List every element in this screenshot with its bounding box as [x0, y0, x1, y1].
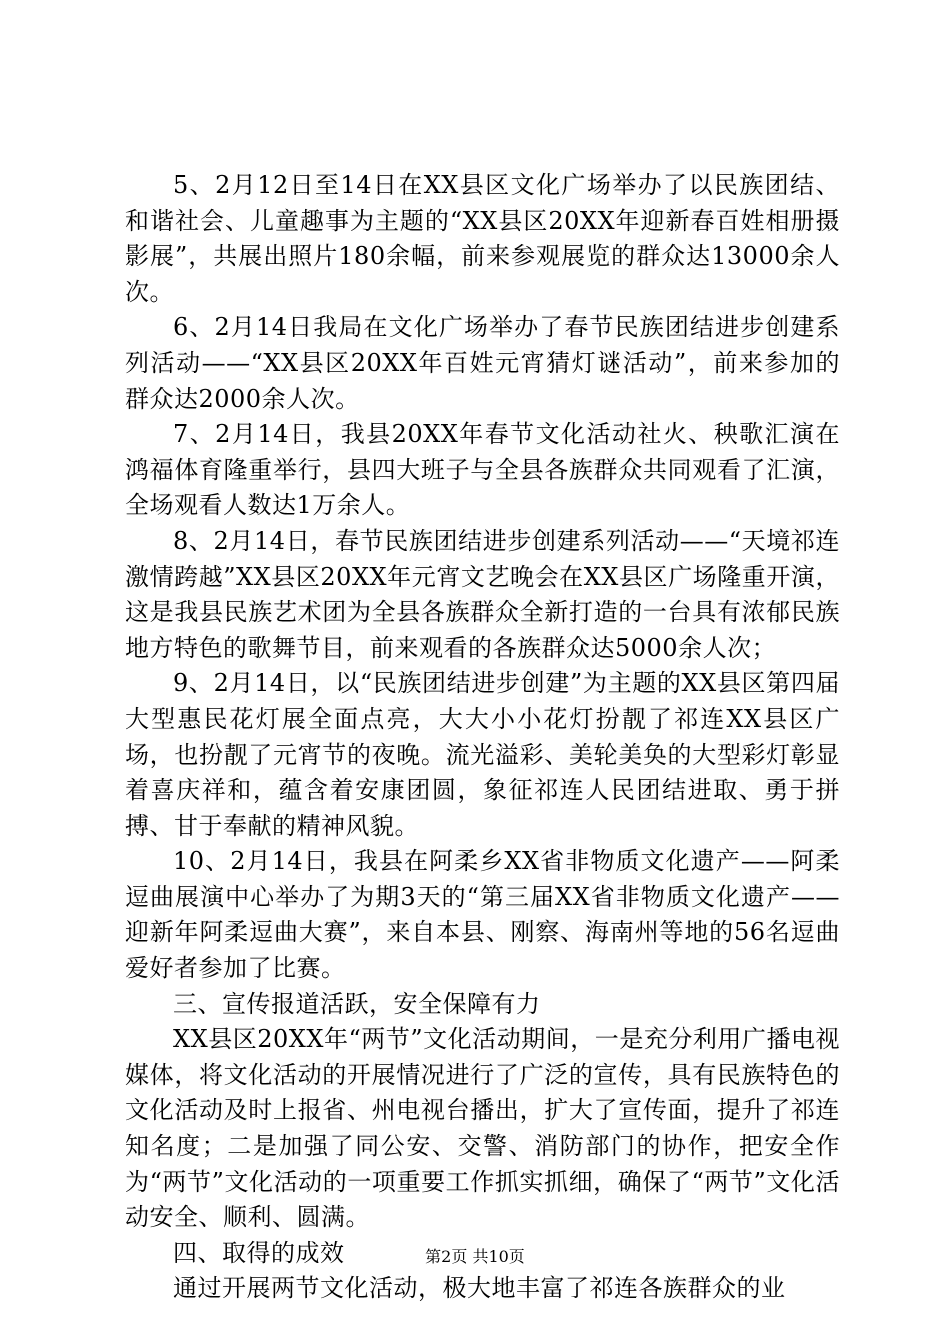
- paragraph-item-7: 7、2月14日，我县20XX年春节文化活动社火、秧歌汇演在鸿福体育隆重举行，县四大班子与全县各族群众共同观看了汇演，全场观看人数达1万余人。: [125, 420, 840, 520]
- paragraph-item-6: 6、2月14日我局在文化广场举办了春节民族团结进步创建系列活动——“XX县区20XX年百姓元宵猜灯谜活动”，前来参加的群众达2000余人次。: [125, 313, 840, 413]
- paragraph-item-10: 10、2月14日，我县在阿柔乡XX省非物质文化遗产——阿柔逗曲展演中心举办了为期3天的“第三届XX省非物质文化遗产——迎新年阿柔逗曲大赛”，来自本县、刚察、海南州等地的56名逗曲爱好者参加了比赛。: [125, 847, 840, 983]
- document-body: [125, 168, 840, 1307]
- publicity-paragraph: XX县区20XX年“两节”文化活动期间，一是充分利用广播电视媒体，将文化活动的开展情况进行了广泛的宣传，具有民族特色的文化活动及时上报省、州电视台播出，扩大了宣传面，提升了祁连知名度；二是加强了同公安、交警、消防部门的协作，把安全作为“两节”文化活动的一项重要工作抓实抓细，确保了“两节”文化活动安全、顺利、圆满。: [125, 1025, 840, 1232]
- paragraph-item-9: 9、2月14日，以“民族团结进步创建”为主题的XX县区第四届大型惠民花灯展全面点亮，大大小小花灯扮靓了祁连XX县区广场，也扮靓了元宵节的夜晚。流光溢彩、美轮美奂的大型彩灯彰显着喜庆祥和，蕴含着安康团圆，象征祁连人民团结进取、勇于拼搏、甘于奉献的精神风貌。: [125, 669, 840, 840]
- section-heading-4: 四、取得的成效: [173, 1238, 345, 1267]
- section-heading-3: 三、宣传报道活跃，安全保障有力: [173, 989, 541, 1018]
- results-paragraph: 通过开展两节文化活动，极大地丰富了祁连各族群众的业: [173, 1274, 786, 1303]
- page-footer: 第2页 共10页: [425, 1247, 525, 1266]
- paragraph-item-8: 8、2月14日，春节民族团结进步创建系列活动——“天境祁连激情跨越”XX县区20XX年元宵文艺晚会在XX县区广场隆重开演，这是我县民族艺术团为全县各族群众全新打造的一台具有浓郁民族地方特色的歌舞节目，前来观看的各族群众达5000余人次；: [125, 526, 840, 662]
- paragraph-item-5: 5、2月12日至14日在XX县区文化广场举办了以民族团结、和谐社会、儿童趣事为主题的“XX县区20XX年迎新春百姓相册摄影展”，共展出照片180余幅，前来参观展览的群众达13000余人次。: [125, 171, 840, 306]
